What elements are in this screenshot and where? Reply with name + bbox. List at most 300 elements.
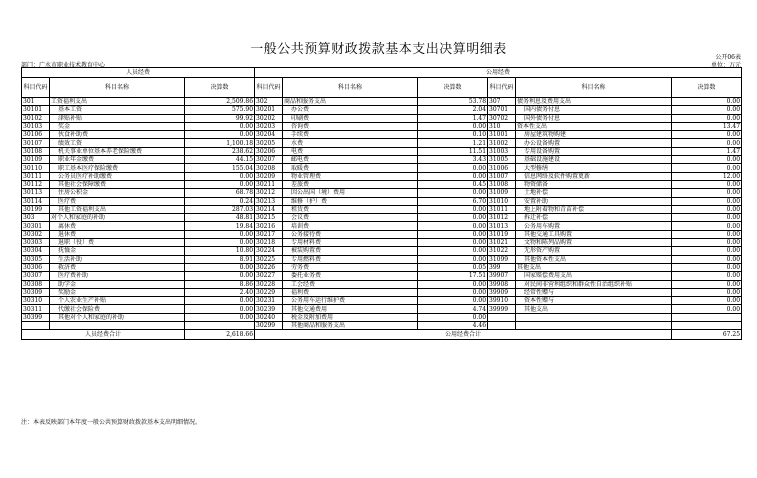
public2-code-cell: 31012: [488, 214, 516, 222]
public-name-cell: 培训费: [283, 222, 418, 230]
table-row: [22, 247, 742, 255]
public2-amount-cell: 0.00: [672, 189, 742, 197]
public-code-cell: 30240: [255, 313, 283, 321]
personnel-amount-cell: [185, 322, 255, 330]
public-name-cell: 工会经费: [283, 280, 418, 288]
public2-amount-cell: 0.00: [672, 106, 742, 114]
public2-amount-cell: 0.00: [672, 305, 742, 313]
public-name-cell: 电费: [283, 147, 418, 155]
personnel-code-cell: 30102: [22, 114, 50, 122]
col-name-header: 科目名称: [50, 78, 185, 98]
personnel-name-cell: [50, 322, 185, 330]
public-name-cell: 专用材料费: [283, 239, 418, 247]
table-row: [22, 322, 742, 330]
public-name-cell: 其他交通费用: [283, 305, 418, 313]
personnel-name-cell: 工资福利支出: [50, 98, 185, 106]
public2-name-cell: 经常性赠与: [516, 288, 672, 296]
personnel-amount-cell: 44.15: [185, 156, 255, 164]
table-row: [22, 114, 742, 122]
col-code-header: 科目代码: [255, 78, 283, 98]
public2-amount-cell: 0.00: [672, 263, 742, 271]
table-row: [22, 122, 742, 130]
personnel-name-cell: 救济费: [50, 263, 185, 271]
col-name-header: 科目名称: [283, 78, 418, 98]
personnel-amount-cell: 8.91: [185, 255, 255, 263]
public2-name-cell: 信息网络及软件购置更新: [516, 172, 672, 180]
public-amount-cell: 1.47: [418, 114, 488, 122]
public-code-cell: 30231: [255, 297, 283, 305]
public2-code-cell: 31019: [488, 230, 516, 238]
public2-name-cell: 公务用车购置: [516, 222, 672, 230]
public2-code-cell: 307: [488, 98, 516, 106]
personnel-amount-cell: 155.04: [185, 164, 255, 172]
personnel-code-cell: 30301: [22, 222, 50, 230]
personnel-name-cell: 住房公积金: [50, 189, 185, 197]
personnel-name-cell: 医疗费: [50, 197, 185, 205]
personnel-name-cell: 津贴补贴: [50, 114, 185, 122]
public-name-cell: 物业管理费: [283, 172, 418, 180]
personnel-code-cell: 30108: [22, 147, 50, 155]
public2-code-cell: 30702: [488, 114, 516, 122]
public-name-cell: 专用燃料费: [283, 255, 418, 263]
personnel-name-cell: 个人农业生产补贴: [50, 297, 185, 305]
public2-name-cell: 拆迁补偿: [516, 214, 672, 222]
public2-code-cell: 31013: [488, 222, 516, 230]
personnel-name-cell: 代缴社会保险费: [50, 305, 185, 313]
public-amount-cell: 3.43: [418, 156, 488, 164]
public-name-cell: 取暖费: [283, 164, 418, 172]
personnel-amount-cell: 238.62: [185, 147, 255, 155]
public-amount-cell: 0.00: [418, 164, 488, 172]
public-amount-cell: 0.00: [418, 313, 488, 321]
public-amount-cell: 2.04: [418, 106, 488, 114]
col-amount-header: 决算数: [672, 78, 742, 98]
public-amount-cell: 0.00: [418, 247, 488, 255]
public-name-cell: 手续费: [283, 131, 418, 139]
personnel-code-cell: 303: [22, 214, 50, 222]
public-code-cell: 30215: [255, 214, 283, 222]
footnote: 注：本表反映部门本年度一般公共预算财政拨款基本支出明细情况。: [21, 419, 202, 426]
public2-name-cell: 对民间非营利组织和群众性自治组织补贴: [516, 280, 672, 288]
public-name-cell: 印刷费: [283, 114, 418, 122]
table-row: [22, 305, 742, 313]
public2-name-cell: 其他支出: [516, 263, 672, 271]
public2-code-cell: [488, 322, 516, 330]
public-amount-cell: 0.00: [418, 230, 488, 238]
personnel-total-label: 人员经费合计: [22, 330, 185, 340]
personnel-name-cell: 退休费: [50, 230, 185, 238]
public-header: 公用经费: [255, 68, 742, 78]
public2-name-cell: 债务利息及费用支出: [516, 98, 672, 106]
personnel-amount-cell: 2,509.86: [185, 98, 255, 106]
public2-amount-cell: [672, 322, 742, 330]
public2-code-cell: 31010: [488, 197, 516, 205]
public2-amount-cell: 0.00: [672, 139, 742, 147]
personnel-code-cell: 30311: [22, 305, 50, 313]
public2-code-cell: 31009: [488, 189, 516, 197]
public2-name-cell: 专用设备购置: [516, 147, 672, 155]
public-code-cell: 30201: [255, 106, 283, 114]
public2-amount-cell: 0.00: [672, 164, 742, 172]
personnel-code-cell: 30399: [22, 313, 50, 321]
personnel-amount-cell: 0.00: [185, 272, 255, 280]
personnel-amount-cell: 0.24: [185, 197, 255, 205]
public-code-cell: 30207: [255, 156, 283, 164]
personnel-amount-cell: 0.00: [185, 122, 255, 130]
public-name-cell: 商品和服务支出: [283, 98, 418, 106]
table-row: [22, 131, 742, 139]
form-code: 公开06表: [715, 54, 741, 61]
personnel-name-cell: 退职（役）费: [50, 239, 185, 247]
public2-name-cell: 大型修缮: [516, 164, 672, 172]
public2-code-cell: 39910: [488, 297, 516, 305]
public2-code-cell: 31099: [488, 255, 516, 263]
col-amount-header: 决算数: [185, 78, 255, 98]
personnel-name-cell: 机关事业单位基本养老保险缴费: [50, 147, 185, 155]
public-amount-cell: 0.00: [418, 222, 488, 230]
totals-row: [22, 330, 742, 340]
personnel-amount-cell: 287.03: [185, 205, 255, 213]
public2-amount-cell: 0.00: [672, 297, 742, 305]
personnel-name-cell: 绩效工资: [50, 139, 185, 147]
public2-code-cell: 31007: [488, 172, 516, 180]
table-row: [22, 280, 742, 288]
expenditure-table: [21, 67, 742, 340]
personnel-header: 人员经费: [22, 68, 255, 78]
personnel-code-cell: [22, 322, 50, 330]
public2-amount-cell: 0.00: [672, 197, 742, 205]
public2-code-cell: [488, 313, 516, 321]
table-row: [22, 106, 742, 114]
unit-label: 单位：万元: [710, 62, 741, 69]
public2-name-cell: 其他交通工具购置: [516, 230, 672, 238]
table-row: [22, 205, 742, 213]
public-name-cell: 水费: [283, 139, 418, 147]
public2-name-cell: 物资储备: [516, 180, 672, 188]
public2-name-cell: 土地补偿: [516, 189, 672, 197]
public-amount-cell: 0.00: [418, 280, 488, 288]
personnel-code-cell: 301: [22, 98, 50, 106]
public-amount-cell: 0.00: [418, 239, 488, 247]
personnel-code-cell: 30310: [22, 297, 50, 305]
public-code-cell: 30239: [255, 305, 283, 313]
public2-amount-cell: 0.00: [672, 214, 742, 222]
public-amount-cell: 0.00: [418, 189, 488, 197]
public2-amount-cell: 0.00: [672, 230, 742, 238]
public-amount-cell: 0.00: [418, 297, 488, 305]
personnel-code-cell: 30309: [22, 288, 50, 296]
public2-name-cell: 无形资产购置: [516, 247, 672, 255]
public2-amount-cell: 0.00: [672, 288, 742, 296]
public2-name-cell: 国外债务付息: [516, 114, 672, 122]
personnel-amount-cell: 48.81: [185, 214, 255, 222]
personnel-amount-cell: 10.80: [185, 247, 255, 255]
public-code-cell: 30211: [255, 180, 283, 188]
public2-code-cell: 31001: [488, 131, 516, 139]
public2-name-cell: 文物和陈列品购置: [516, 239, 672, 247]
table-row: [22, 313, 742, 321]
public-code-cell: 30217: [255, 230, 283, 238]
public2-code-cell: 399: [488, 263, 516, 271]
personnel-name-cell: 抚恤金: [50, 247, 185, 255]
col-code-header: 科目代码: [22, 78, 50, 98]
public-code-cell: 30205: [255, 139, 283, 147]
public-total-label: 公用经费合计: [255, 330, 672, 340]
personnel-amount-cell: 68.78: [185, 189, 255, 197]
public2-amount-cell: 0.00: [672, 280, 742, 288]
public-name-cell: 维修（护）费: [283, 197, 418, 205]
public-amount-cell: 4.46: [418, 322, 488, 330]
public-amount-cell: 0.00: [418, 122, 488, 130]
personnel-code-cell: 30110: [22, 164, 50, 172]
personnel-code-cell: 30109: [22, 156, 50, 164]
personnel-code-cell: 30106: [22, 131, 50, 139]
personnel-amount-cell: 19.84: [185, 222, 255, 230]
personnel-code-cell: 30302: [22, 230, 50, 238]
public2-code-cell: 310: [488, 122, 516, 130]
public2-amount-cell: 0.00: [672, 205, 742, 213]
table-row: [22, 197, 742, 205]
table-row: [22, 230, 742, 238]
public2-name-cell: 办公设备购置: [516, 139, 672, 147]
public-name-cell: 会议费: [283, 214, 418, 222]
col-amount-header: 决算数: [418, 78, 488, 98]
public2-name-cell: [516, 313, 672, 321]
public-code-cell: 30299: [255, 322, 283, 330]
personnel-code-cell: 30107: [22, 139, 50, 147]
public-name-cell: 邮电费: [283, 156, 418, 164]
personnel-name-cell: 奖励金: [50, 288, 185, 296]
personnel-code-cell: 30199: [22, 205, 50, 213]
public-amount-cell: 0.00: [418, 205, 488, 213]
public-name-cell: 公务用车运行维护费: [283, 297, 418, 305]
public2-code-cell: 30701: [488, 106, 516, 114]
personnel-name-cell: 其他社会保障缴费: [50, 180, 185, 188]
public-amount-cell: 0.45: [418, 180, 488, 188]
public2-code-cell: 39909: [488, 288, 516, 296]
table-row: [22, 147, 742, 155]
public-code-cell: 30227: [255, 272, 283, 280]
table-row: [22, 263, 742, 271]
public-code-cell: 30208: [255, 164, 283, 172]
personnel-total-value: 2,618.66: [185, 330, 255, 340]
public-amount-cell: 0.00: [418, 172, 488, 180]
public-amount-cell: 6.70: [418, 197, 488, 205]
public-code-cell: 30228: [255, 280, 283, 288]
public2-amount-cell: 13.47: [672, 122, 742, 130]
public2-amount-cell: 0.00: [672, 247, 742, 255]
public-code-cell: 302: [255, 98, 283, 106]
table-row: [22, 189, 742, 197]
public-name-cell: 税金及附加费用: [283, 313, 418, 321]
public-amount-cell: 11.51: [418, 147, 488, 155]
public-amount-cell: 0.00: [418, 288, 488, 296]
public-amount-cell: 53.78: [418, 98, 488, 106]
table-row: [22, 98, 742, 106]
public2-code-cell: 39908: [488, 280, 516, 288]
public2-name-cell: 资本性支出: [516, 122, 672, 130]
public2-name-cell: 其他资本性支出: [516, 255, 672, 263]
personnel-amount-cell: 2.40: [185, 288, 255, 296]
public-code-cell: 30226: [255, 263, 283, 271]
personnel-name-cell: 医疗费补助: [50, 272, 185, 280]
public2-code-cell: 39999: [488, 305, 516, 313]
public-amount-cell: 0.00: [418, 214, 488, 222]
public2-name-cell: 国内债务付息: [516, 106, 672, 114]
personnel-name-cell: 生活补助: [50, 255, 185, 263]
personnel-amount-cell: 8.86: [185, 280, 255, 288]
public-code-cell: 30209: [255, 172, 283, 180]
public2-name-cell: 地上附着物和青苗补偿: [516, 205, 672, 213]
table-row: [22, 272, 742, 280]
public-amount-cell: 0.10: [418, 131, 488, 139]
group-header-row: [22, 68, 742, 78]
table-row: [22, 297, 742, 305]
personnel-code-cell: 30112: [22, 180, 50, 188]
public2-name-cell: 国家赔偿费用支出: [516, 272, 672, 280]
public-amount-cell: 0.00: [418, 255, 488, 263]
personnel-amount-cell: 0.00: [185, 230, 255, 238]
public-amount-cell: 0.05: [418, 263, 488, 271]
public2-amount-cell: 0.00: [672, 156, 742, 164]
public2-amount-cell: 0.00: [672, 222, 742, 230]
public-code-cell: 30225: [255, 255, 283, 263]
public2-name-cell: 资本性赠与: [516, 297, 672, 305]
personnel-name-cell: 职工基本医疗保险缴费: [50, 164, 185, 172]
public2-code-cell: 31006: [488, 164, 516, 172]
personnel-code-cell: 30101: [22, 106, 50, 114]
public2-code-cell: 39907: [488, 272, 516, 280]
personnel-code-cell: 30103: [22, 122, 50, 130]
public2-amount-cell: 0.00: [672, 272, 742, 280]
personnel-code-cell: 30307: [22, 272, 50, 280]
public-name-cell: 被装购置费: [283, 247, 418, 255]
personnel-amount-cell: 0.00: [185, 305, 255, 313]
table-row: [22, 255, 742, 263]
public2-code-cell: 31008: [488, 180, 516, 188]
personnel-amount-cell: 0.00: [185, 180, 255, 188]
personnel-name-cell: 伙食补助费: [50, 131, 185, 139]
public2-code-cell: 31022: [488, 247, 516, 255]
public-code-cell: 30216: [255, 222, 283, 230]
personnel-code-cell: 30111: [22, 172, 50, 180]
personnel-code-cell: 30305: [22, 255, 50, 263]
public-name-cell: 因公出国（境）费用: [283, 189, 418, 197]
personnel-amount-cell: 0.00: [185, 239, 255, 247]
public-name-cell: 委托业务费: [283, 272, 418, 280]
public-name-cell: 办公费: [283, 106, 418, 114]
personnel-amount-cell: 0.00: [185, 297, 255, 305]
public-amount-cell: 4.74: [418, 305, 488, 313]
department-label: 部门：广水市职业技术教育中心: [21, 62, 106, 69]
public-code-cell: 30213: [255, 197, 283, 205]
public-name-cell: 劳务费: [283, 263, 418, 271]
personnel-amount-cell: 0.00: [185, 172, 255, 180]
table-row: [22, 222, 742, 230]
personnel-code-cell: 30114: [22, 197, 50, 205]
personnel-name-cell: 对个人和家庭的补助: [50, 214, 185, 222]
public2-amount-cell: 0.00: [672, 239, 742, 247]
public-amount-cell: 17.51: [418, 272, 488, 280]
public2-code-cell: 31011: [488, 205, 516, 213]
public2-amount-cell: 0.00: [672, 180, 742, 188]
public2-code-cell: 31002: [488, 139, 516, 147]
public2-name-cell: 安置补助: [516, 197, 672, 205]
public2-amount-cell: 0.00: [672, 114, 742, 122]
public2-amount-cell: 0.00: [672, 255, 742, 263]
public-code-cell: 30224: [255, 247, 283, 255]
public-name-cell: 差旅费: [283, 180, 418, 188]
public2-amount-cell: 1.47: [672, 147, 742, 155]
page-title: 一般公共预算财政拨款基本支出决算明细表: [250, 42, 507, 57]
public-name-cell: 租赁费: [283, 205, 418, 213]
personnel-code-cell: 30308: [22, 280, 50, 288]
table-row: [22, 239, 742, 247]
public2-name-cell: 房屋建筑物购建: [516, 131, 672, 139]
personnel-amount-cell: 575.90: [185, 106, 255, 114]
public2-amount-cell: [672, 313, 742, 321]
personnel-amount-cell: 1,100.18: [185, 139, 255, 147]
personnel-amount-cell: 0.00: [185, 313, 255, 321]
personnel-name-cell: 其他对个人和家庭的补助: [50, 313, 185, 321]
personnel-code-cell: 30304: [22, 247, 50, 255]
public2-name-cell: 其他支出: [516, 305, 672, 313]
table-row: [22, 172, 742, 180]
public-code-cell: 30218: [255, 239, 283, 247]
personnel-amount-cell: 0.00: [185, 131, 255, 139]
personnel-name-cell: 奖金: [50, 122, 185, 130]
personnel-code-cell: 30303: [22, 239, 50, 247]
public-code-cell: 30214: [255, 205, 283, 213]
public-amount-cell: 1.21: [418, 139, 488, 147]
table-row: [22, 156, 742, 164]
public-code-cell: 30204: [255, 131, 283, 139]
table-row: [22, 164, 742, 172]
public-code-cell: 30203: [255, 122, 283, 130]
public2-name-cell: 基础设施建设: [516, 156, 672, 164]
table-row: [22, 180, 742, 188]
public-code-cell: 30229: [255, 288, 283, 296]
public2-amount-cell: 0.00: [672, 98, 742, 106]
public-name-cell: 咨询费: [283, 122, 418, 130]
public-total-value: 67.25: [672, 330, 742, 340]
public-code-cell: 30206: [255, 147, 283, 155]
public2-amount-cell: 12.00: [672, 172, 742, 180]
public2-code-cell: 31003: [488, 147, 516, 155]
column-header-row: [22, 78, 742, 98]
personnel-name-cell: 职业年金缴费: [50, 156, 185, 164]
public-name-cell: 福利费: [283, 288, 418, 296]
personnel-code-cell: 30113: [22, 189, 50, 197]
personnel-amount-cell: 99.92: [185, 114, 255, 122]
personnel-code-cell: 30306: [22, 263, 50, 271]
public2-code-cell: 31005: [488, 156, 516, 164]
personnel-amount-cell: 0.00: [185, 263, 255, 271]
personnel-name-cell: 助学金: [50, 280, 185, 288]
personnel-name-cell: 基本工资: [50, 106, 185, 114]
col-name-header: 科目名称: [516, 78, 672, 98]
public-name-cell: 公务接待费: [283, 230, 418, 238]
table-row: [22, 214, 742, 222]
public2-name-cell: [516, 322, 672, 330]
public-code-cell: 30202: [255, 114, 283, 122]
public-name-cell: 其他商品和服务支出: [283, 322, 418, 330]
col-code-header: 科目代码: [488, 78, 516, 98]
table-row: [22, 288, 742, 296]
table-row: [22, 139, 742, 147]
personnel-name-cell: 离休费: [50, 222, 185, 230]
public2-code-cell: 31021: [488, 239, 516, 247]
